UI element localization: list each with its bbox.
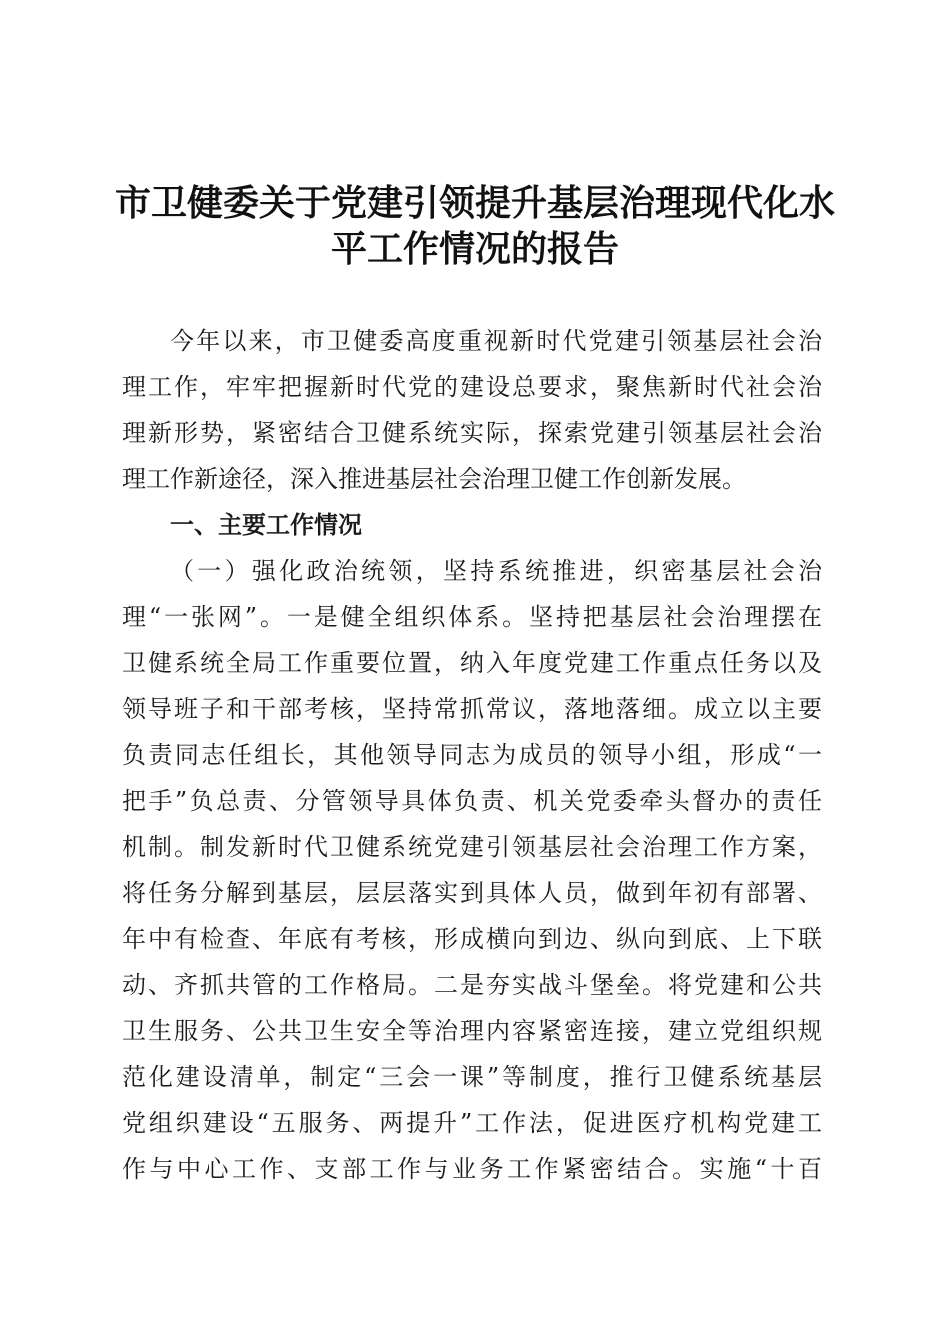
intro-line-3: 理新形势，紧密结合卫健系统实际，探索党建引领基层社会治 bbox=[122, 419, 822, 447]
body-line-3: 卫健系统全局工作重要位置，纳入年度党建工作重点任务以及 bbox=[122, 649, 822, 677]
section-heading: 一、主要工作情况 bbox=[170, 511, 362, 539]
title-line-1: 市卫健委关于党建引领提升基层治理现代化水 bbox=[114, 182, 835, 224]
body-line-4: 领导班子和干部考核，坚持常抓常议，落地落细。成立以主要 bbox=[122, 695, 822, 723]
body-line-14: 作与中心工作、支部工作与业务工作紧密结合。实施“十百 bbox=[122, 1155, 822, 1183]
body-line-11: 卫生服务、公共卫生安全等治理内容紧密连接，建立党组织规 bbox=[122, 1017, 822, 1045]
body-line-8: 将任务分解到基层，层层落实到具体人员，做到年初有部署、 bbox=[122, 879, 822, 907]
body-line-7: 机制。制发新时代卫健系统党建引领基层社会治理工作方案， bbox=[122, 833, 822, 861]
body-line-13: 党组织建设“五服务、两提升”工作法，促进医疗机构党建工 bbox=[122, 1109, 822, 1137]
intro-line-2: 理工作，牢牢把握新时代党的建设总要求，聚焦新时代社会治 bbox=[122, 373, 822, 401]
body-line-2: 理“一张网”。一是健全组织体系。坚持把基层社会治理摆在 bbox=[122, 603, 822, 631]
title-line-2: 平工作情况的报告 bbox=[330, 228, 619, 270]
document-title bbox=[0, 180, 950, 272]
body-line-5: 负责同志任组长，其他领导同志为成员的领导小组，形成“一 bbox=[122, 741, 822, 769]
body-line-1: （一）强化政治统领，坚持系统推进，织密基层社会治 bbox=[170, 557, 822, 585]
intro-line-1: 今年以来，市卫健委高度重视新时代党建引领基层社会治 bbox=[170, 327, 822, 355]
body-line-9: 年中有检查、年底有考核，形成横向到边、纵向到底、上下联 bbox=[122, 925, 822, 953]
body-line-12: 范化建设清单，制定“三会一课”等制度，推行卫健系统基层 bbox=[122, 1063, 822, 1091]
body-line-6: 把手”负总责、分管领导具体负责、机关党委牵头督办的责任 bbox=[122, 787, 822, 815]
body-line-10: 动、齐抓共管的工作格局。二是夯实战斗堡垒。将党建和公共 bbox=[122, 971, 822, 999]
intro-line-4: 理工作新途径，深入推进基层社会治理卫健工作创新发展。 bbox=[122, 465, 746, 493]
